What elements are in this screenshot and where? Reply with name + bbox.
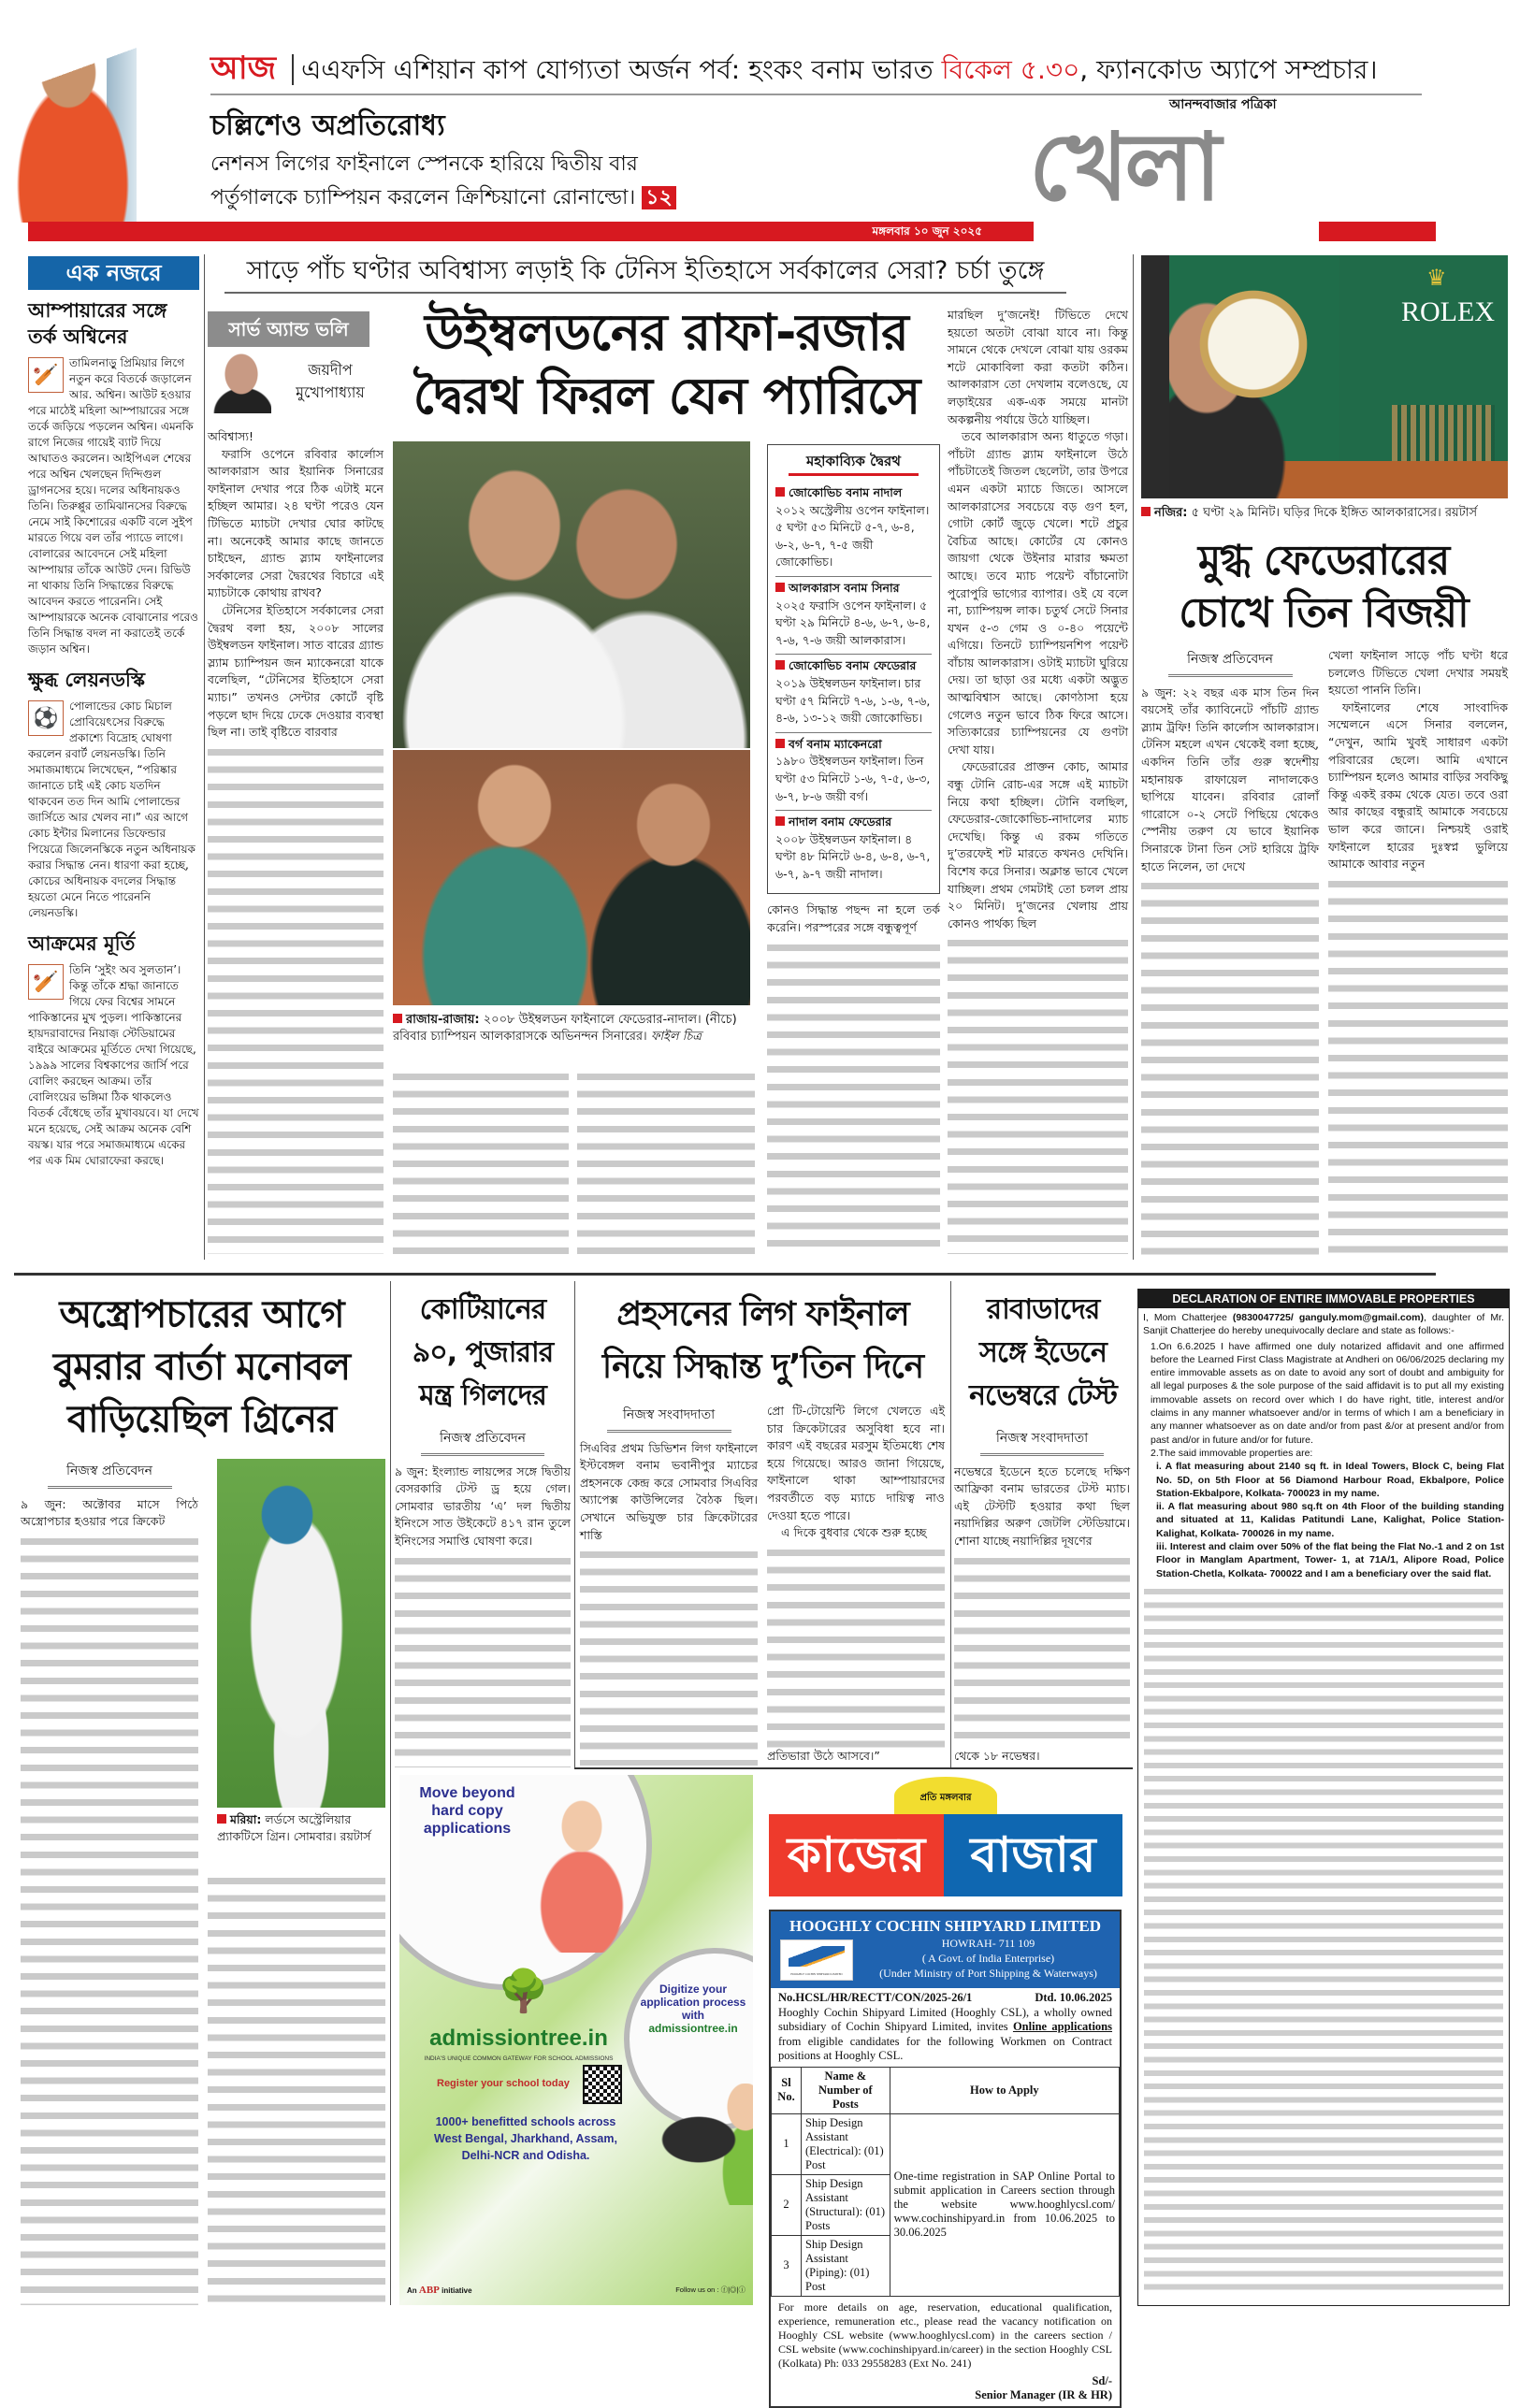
text: One-time registration in SAP Online Portal to submit application in Careers section through the website www.hooghlycsl.com/ www.cochinshipyard.in from 10.06.2025 to 30.06.2025 — [890, 2113, 1119, 2296]
text: 1.On 6.6.2025 I have affirmed one duly notarized affidavit and one affirmed before the Learned First Class Magistrate at Andheri on 06/06/2025 declaring my entire immovable assets as on date to avoid any sort of doubt and ambiguity for all legal purposes & the sole purpose of the said affidavit is to put all my existing immovable assets on record over which I do have right, title, interest and/or claims in any manner whatsoever and/or in terms of which I am a beneficiary in any manner whatsoever as on date and/or from past &/or at present and/or from past and/or in future and/or for future. — [1151, 1340, 1504, 1446]
text: HOOGHLY COCHIN SHIPYARD LIMITED — [790, 1972, 843, 1976]
text: বাড়িয়েছিল গ্রিনের — [66, 1398, 337, 1441]
at-a-glance-column — [28, 297, 199, 1255]
continued-text — [767, 1544, 945, 1749]
text: নিয়ে সিদ্ধান্ত দু’তিন দিনে — [601, 1348, 924, 1386]
text: নভেম্বরে টেস্ট — [969, 1379, 1117, 1412]
text: থেকে ১৮ নভেম্বর। — [954, 1749, 1040, 1764]
text: Sd/- — [1092, 2373, 1112, 2387]
column-rule — [574, 1281, 575, 1767]
issue-date: মঙ্গলবার ১০ জুন ২০২৫ — [872, 224, 982, 238]
text: admissiontree.in — [648, 2022, 738, 2035]
lead-body-col-5 — [948, 307, 1128, 1254]
text: ৫ ঘণ্টা ২৯ মিনিট। ঘড়ির দিকে ইঙ্গিত আলকারাসের। রয়টার্স — [1187, 506, 1478, 520]
sidebar-item — [775, 482, 932, 577]
byline: নিজস্ব প্রতিবেদন — [48, 1463, 172, 1489]
text: জয়দীপ — [308, 361, 353, 379]
lead-headline[interactable] — [398, 301, 935, 428]
sidebar-title: মহাকাব্যিক দ্বৈরথ — [789, 451, 919, 476]
teaser-line-2: পর্তুগালকে চ্যাম্পিয়ন করলেন ক্রিশ্চিয়ানো রোনাল্ডো। — [210, 186, 636, 209]
kotian-body — [395, 1426, 571, 1767]
text: রাজায়-রাজায়: — [406, 1013, 480, 1027]
text: 1000+ benefitted schools across West Bengal, Jharkhand, Assam, Delhi-NCR and Odisha. — [434, 2115, 617, 2162]
glance-headline: ক্ষুব্ধ লেয়নডস্কি — [28, 669, 146, 691]
text: আলকারাস বনাম সিনার — [789, 580, 900, 595]
glance-body: তামিলনাড়ু প্রিমিয়ার লিগে নতুন করে বিতর্কে জড়ালেন আর. অশ্বিন। আউট হওয়ার পরে মাঠেই মহিলা আম্পায়ারের সঙ্গে তর্কে জড়িয়ে পড়লেন অশ্বিন। এমনকি রাগে নিজের গায়েই ব্যাট দিয়ে আঘাতও করলেন। আইপিএল শেষের পরে অশ্বিন খেলছেন দিন্দিগুল ড্রাগনসের হয়ে। দলের অধিনায়কও তিনি। তিরুপ্পুর তামিঝানসের বিরুদ্ধে নেমে সাই কিশোরের একটি বলে সুইপ মারতে গিয়ে বল তাঁর প্যাডে লাগে। বোলারের আবেদনে সেই মহিলা আম্পায়ার তাঁকে আউট দেন। রিভিউ না থাকায় তিনি সিদ্ধান্তের বিরুদ্ধে আবেদন করতে পারেননি। সেই আম্পায়ারকে অনেক বোঝানোর পরেও তিনি সিদ্ধান্ত বদল না করাতেই তর্কে জড়ান অশ্বিন। — [28, 356, 199, 656]
block — [775, 816, 785, 826]
league-headline[interactable] — [578, 1289, 948, 1393]
text: 2.The said immovable properties are: — [1151, 1447, 1313, 1459]
text: মরিয়া: — [230, 1812, 262, 1826]
text: জোকোভিচ বনাম নাদাল — [789, 485, 903, 499]
hcsl-date: Dtd. 10.06.2025 — [1035, 1991, 1112, 2004]
ronaldo-trophy-photo — [17, 45, 166, 223]
block — [217, 1814, 226, 1824]
alcaraz-clock-photo — [1141, 255, 1508, 498]
text: জোকোভিচ বনাম ফেডেরার — [789, 658, 917, 673]
text: ২০০৮ উইম্বলডন ফাইনাল। ৪ ঘণ্টা ৪৮ মিনিটে ৬-৪, ৬-৪, ৬-৭, ৬-৭, ৯-৭ জয়ী নাদাল। — [775, 831, 931, 881]
lead-photo-caption — [393, 1012, 758, 1045]
teaser[interactable] — [210, 105, 809, 215]
instagram-icon: ◎ — [730, 2285, 737, 2294]
text: ২০২৫ ফরাসি ওপেন ফাইনাল। ৫ ঘণ্টা ২৯ মিনিটে ৪-৬, ৬-৭, ৬-৪, ৭-৬, ৭-৬ জয়ী আলকারাস। — [775, 598, 931, 647]
text: ১৯৮০ উইম্বলডন ফাইনাল। তিন ঘণ্টা ৫৩ মিনিটে ১-৬, ৭-৫, ৬-৩, ৬-৭, ৮-৬ জয়ী বর্গ। — [775, 754, 931, 803]
rolex-crown-icon: ♛ — [1426, 265, 1447, 291]
rabada-headline[interactable] — [954, 1289, 1132, 1418]
block — [772, 2067, 1120, 2113]
caption-marker-icon — [1141, 507, 1151, 516]
byline: নিজস্ব সংবাদদাতা — [980, 1430, 1104, 1456]
byline: নিজস্ব সংবাদদাতা — [607, 1406, 731, 1433]
glance-body: তিনি ‘সুইং অব সুলতান’। কিন্তু তাঁকে শ্রদ্ধা জানাতে গিয়ে ফের বিশ্বের সামনে পাকিস্তানের মুখ পুড়ল। পাকিস্তানের হায়দরাবাদের নিয়াজ় স্টেডিয়ামের বাইরে আক্রমের মূর্তিতে দেখা গিয়েছে, ১৯৯৯ সালের বিশ্বকাপের জার্সি পরে বোলিং করছেন আক্রম। তাঁর বোলিংয়ের ভঙ্গিমা ঠিক থাকলেও বিতর্ক বেঁধেছে তাঁর মুখাবয়বে। যা দেখে মনে হয়েছে, সেই আক্রম অনেক বেশি বয়স্ক। যার পরে সমাজমাধ্যমে একের পর এক মিম ঘোরাফেরা করছে। — [28, 963, 199, 1167]
text: Hooghly Cochin Shipyard Limited (Hooghly CSL), a wholly owned subsidiary of Cochin Shipyard Limited, invites — [778, 2005, 1112, 2033]
byline: নিজস্ব প্রতিবেদন — [1168, 651, 1293, 677]
scoreboard-clock — [1392, 405, 1495, 461]
text: প্রতিভারা উঠে আসবে।” — [767, 1749, 880, 1764]
rabada-body — [954, 1426, 1130, 1766]
block — [775, 583, 785, 592]
teaser-line-2-row — [210, 181, 809, 215]
text: খেলা ফাইনাল সাড়ে পাঁচ ঘণ্টা ধরে চললেও টিভিতে খেলা দেখার সময়ই হয়তো পাননি তিনি। — [1328, 648, 1508, 698]
text: বর্গ বনাম ম্যাকেনরো — [789, 736, 882, 751]
continued-text — [948, 934, 1128, 1254]
text: নভেম্বরে ইডেনে হতে চলেছে দক্ষিণ আফ্রিকা বনাম ভারতের টেস্ট ম্যাচ। এই টেস্টটি হওয়ার কথা ছিল নয়াদিল্লির অরুণ জেটলি স্টেডিয়ামে। শোনা যাচ্ছে নয়াদিল্লির দূষণের — [954, 1464, 1130, 1548]
kajer-word: কাজের — [769, 1814, 944, 1896]
block — [771, 2374, 1120, 2406]
block — [775, 739, 785, 748]
text: মুগ্ধ ফেডেরারের — [1197, 537, 1450, 584]
block — [772, 2113, 1120, 2174]
sidebar-item — [775, 811, 932, 887]
text: Ship Design Assistant (Electrical): (01) Post — [802, 2113, 890, 2174]
text: তবে আলকারাস অন্য ধাতুতে গড়া। পাঁচটা গ্র্যান্ড স্ল্যাম ফাইনালে উঠে পাঁচটাতেই জিতল ছেলেটা, তার উপরে এমন একটা ম্যাচে জিতে। আসলে আলকারাসের সবচেয়ে বড় গুণ হল, গোটা কোর্ট জুড়ে খেলে। শটে প্রচুর বৈচিত্র আছে। কোর্টের যে কোনও জায়গা থেকে উইনার মারার ক্ষমতা আছে। তবে ম্যাচ পয়েন্ট বাঁচানোটা পুরোপুরি ভাগ্যের ব্যাপার। ওই যে বলে না, চ্যাম্পিয়ন্স লাক। চতুর্থ সেটে সিনার যখন ৫-৩ গেম ও ০-৪০ পয়েন্টে এগিয়ে। তিনটে চ্যাম্পিয়নশিপ পয়েন্ট বাঁচায় আলকারাস। ওটাই ম্যাচটা ঘুরিয়ে দেয়। তা ছাড়া ওর মধ্যে একটা অদ্ভুত আত্মবিশ্বাস আছে। কোণঠাসা হয়ে গেলেও নতুন ভাবে ঠিক ফিরে আসে। সত্যিকারের চ্যাম্পিয়নের যে গুণটা দেখা যায়। — [948, 429, 1128, 757]
block — [772, 2067, 1120, 2296]
kotian-headline[interactable] — [393, 1289, 572, 1418]
continued-text — [1141, 877, 1319, 1255]
bazar-word: বাজার — [944, 1814, 1122, 1896]
block — [771, 1911, 1120, 1988]
text: ফরাসি ওপেনে রবিবার কার্লোস আলকারাস আর ইয়ানিক সিনারের ফাইনাল দেখার পরে ঠিক এটাই মনে হচ্ছিল আমার। ২৪ ঘণ্টা পরেও যেন টিভিতে ম্যাচটা দেখার ঘোর কাটছে না। অনেকেই আমার কাছে জানতে চাইছেন, গ্র্যান্ড স্ল্যাম ফাইনালের সর্বকালের সেরা দ্বৈরথের বিচারে এই ম্যাচটাকে কোথায় রাখব? — [208, 446, 384, 600]
qr-code[interactable] — [583, 2065, 622, 2104]
text: প্রহসনের লিগ ফাইনাল — [616, 1295, 909, 1334]
glance-headline: আক্রমের মূর্তি — [28, 932, 136, 955]
kicker-rule — [224, 292, 1066, 294]
block — [775, 660, 785, 670]
continued-text — [395, 1552, 571, 1767]
block — [1143, 1311, 1504, 1338]
text: How to Apply — [890, 2067, 1119, 2113]
glance-item-akram[interactable] — [28, 930, 199, 1169]
declaration-title: DECLARATION OF ENTIRE IMMOVABLE PROPERTIES — [1138, 1290, 1509, 1308]
lead-body-col-2 — [393, 1066, 569, 1254]
text: Digitize your application process with — [640, 1983, 746, 2022]
text: অস্ত্রোপচারের আগে — [59, 1293, 344, 1336]
text: 1 — [772, 2113, 802, 2174]
text: রাবাডাদের — [986, 1293, 1100, 1326]
column-tag: সার্ভ অ্যান্ড ভলি — [208, 311, 369, 347]
lead-sidebar-column — [767, 444, 940, 1254]
text: 3 — [772, 2235, 802, 2296]
glance-item-ashwin[interactable] — [28, 297, 199, 657]
today-rule — [210, 94, 1422, 95]
masthead-parent: আনন্দবাজার পত্রিকা — [1169, 97, 1277, 112]
league-body-col-2 — [767, 1403, 945, 1766]
text: Ship Design Assistant (Structural): (01) Posts — [802, 2174, 890, 2235]
block — [778, 1991, 1112, 2006]
epic-rivalries-sidebar — [767, 444, 940, 894]
text: I, Mom Chatterjee — [1143, 1312, 1233, 1323]
weekly-badge: প্রতি মঙ্গলবার — [894, 1777, 997, 1814]
text: অবিশ্বাস্য! — [208, 429, 254, 443]
glance-body: পোলান্ডের কোচ মিচাল প্রোবিয়েৎসের বিরুদ্ধে প্রকাশ্যে বিদ্রোহ ঘোষণা করলেন রবার্ট লেয়নডস্কি। তিনি সমাজমাধ্যমে লিখেছেন, “পরিষ্কার জানাতে চাই এই কোচ যতদিন থাকবেন তত দিন আমি পোলান্ডের জার্সিতে আর খেলব না।” এর আগে কোচ ইন্টার মিলানের ডিফেন্ডার পিয়েত্রে জিলেনস্কিকে নতুন অধিনায়ক করার সিদ্ধান্ত নেন। ধারণা করা হচ্ছে, কোচের অধিনায়ক বদলের সিদ্ধান্ত হয়তো মেনে নিতে পারেননি লেয়নডস্কি। — [28, 699, 195, 919]
text: ২০০৮ উইম্বলডন ফাইনালে ফেডেরার-নাদাল। (নীচে) রবিবার চ্যাম্পিয়ন আলকারাসকে অভিনন্দন সিনারের। — [393, 1013, 737, 1044]
column-rule — [204, 254, 205, 1260]
continued-text — [767, 939, 940, 1254]
text: Name & Number of Posts — [802, 2067, 890, 2113]
rolex-sign: ROLEX — [1401, 296, 1495, 327]
lead-body-col-1 — [208, 428, 384, 1254]
column-rule — [1133, 254, 1134, 1260]
tree-logo-icon: 🌳 — [498, 1968, 549, 2014]
continued-text — [1328, 875, 1508, 1255]
text: মারছিল দু’জনেই! টিভিতে দেখে হয়তো অতটা বোঝা যাবে না। কিন্তু সামনে থেকে দেখলে বোঝা যায় ওরকম শটে মোকাবিলা করা কতটা কঠিন। আলকারাস তো দেখলাম বলেওছে, যে লড়াইয়ের এক-এক সময়ে মানটা অকল্পনীয় পর্যায়ে উঠে যাচ্ছিল। — [948, 308, 1128, 426]
kajer-bazar-logo[interactable] — [769, 1777, 1122, 1898]
hcsl-ref: No.HCSL/HR/RECTT/CON/2025-26/1 — [778, 1991, 973, 2004]
batsman-icon: 🏏 — [28, 357, 64, 393]
sidebar-item — [775, 733, 932, 811]
text: ফাইনালের শেষে সাংবাদিক সম্মেলনে এসে সিনার বললেন, “দেখুন, আমি খুবই সাধারণ একটা পরিবারের ছেলে। আমি এখানে চ্যাম্পিয়ন হলেও আমার বাড়ির সবকিছু কিন্তু একই রকম থেকে যেত। তবে ওরা আর কাছের বন্ধুরাই আমাকে সবচেয়ে ভাল করে জানে। নিশ্চয়ই ওরাই ফাইনালে হারের দুঃস্বপ্ন ভুলিয়ে আমাকে আবার নতুন — [1328, 699, 1508, 872]
text: (Under Ministry of Port Shipping & Waterways) — [879, 1967, 1097, 1980]
today-time: বিকেল ৫.৩০ — [941, 54, 1080, 85]
text: ফেডেরারের প্রাক্তন কোচ, আমার বন্ধু টোনি রোচ-এর সঙ্গে এই ম্যাচটা নিয়ে কথা হচ্ছিল। টোনি বলছিল, ফেডেরার-জোকোভিচ-নাদালের ম্যাচ দেখেছি। কিন্তু এ রকম গতিতে দু’তরফেই শট মারতে কখনও দেখিনি। বিশেষ করে সিনার। অক্লান্ত ভাবে খেলে যাচ্ছিল। প্রথম গেমটাই তো চলল প্রায় ২০ মিনিট। দু’জনের খেলায় প্রায় কোনও পার্থক্য ছিল — [948, 759, 1128, 930]
green-photo-caption — [217, 1811, 385, 1845]
at-a-glance-header: এক নজরে — [28, 256, 199, 290]
text: ABP — [418, 2285, 440, 2296]
header-red-bar-right — [1319, 222, 1436, 241]
story-box-bottom — [574, 1767, 1133, 1769]
green-body-col-1 — [21, 1459, 198, 2305]
social-links[interactable]: Follow us on : ⓕ|◎|ⓘ — [675, 2285, 746, 2294]
text: Move beyond hard copy applications — [419, 1785, 515, 1837]
today-banner — [210, 47, 1422, 90]
author-photo — [213, 352, 271, 413]
continued-text — [21, 1533, 198, 2305]
text: Register your school today — [437, 2078, 570, 2089]
text: iii. Interest and claim over 50% of the flat being the Flat No.-1 and 2 on 1st Floor in Manglam Apartment, Tower- 1, at 71A/1, Alipore Road, Police Station-Chetla, Kolkata- 700022 and I am a beneficiary over the said flat. — [1156, 1541, 1504, 1579]
facebook-icon: ⓕ — [720, 2285, 729, 2294]
text: initiative — [439, 2286, 472, 2295]
hcsl-logo — [780, 1939, 853, 1981]
text: সঙ্গে ইডেনে — [979, 1336, 1107, 1369]
text: , daughter of Mr. Sanjit Chatterjee do hereby unequivocally declare and state as follows:- — [1143, 1312, 1504, 1337]
continued-text — [1144, 1585, 1503, 2298]
federer-nadal-photo — [393, 441, 750, 748]
federer-body-col-1 — [1141, 647, 1319, 1255]
woman-paperwork-illustration — [530, 1794, 633, 1953]
block — [1138, 1308, 1509, 1583]
today-text: এএফসি এশিয়ান কাপ যোগ্যতা অর্জন পর্ব: হংকং বনাম ভারত — [300, 54, 942, 85]
caption-marker-icon — [393, 1014, 402, 1023]
federer-headline[interactable] — [1136, 535, 1511, 640]
byline: নিজস্ব প্রতিবেদন — [421, 1430, 544, 1456]
hcsl-posts-table — [771, 2067, 1120, 2297]
block — [789, 1946, 845, 1967]
declaration-ad[interactable] — [1137, 1289, 1510, 2306]
sinner-alcaraz-photo — [393, 750, 750, 1005]
federer-photo-caption — [1141, 505, 1511, 522]
lead-kicker: সাড়ে পাঁচ ঘণ্টার অবিশ্বাস্য লড়াই কি টেনিস ইতিহাসে সর্বকালের সেরা? চর্চা তুঙ্গে — [246, 256, 1045, 285]
bowler-icon: 🏏 — [28, 964, 64, 1000]
text: ৯ জুন: ইংল্যান্ড লায়ন্সের সঙ্গে দ্বিতীয় বেসরকারি টেস্ট ড্র হয়ে গেল। সোমবার ভারতীয় ‘এ’ দল দ্বিতীয় ইনিংসে সাত উইকেটে ৪১৭ রান তুলে ইনিংসের সমাপ্তি ঘোষণা করে। — [395, 1464, 571, 1548]
text: 2 — [772, 2174, 802, 2235]
continued-text — [393, 1068, 569, 1254]
continued-text — [208, 1872, 385, 2305]
text: Follow us on : — [675, 2285, 719, 2294]
lead-headline-line-2: দ্বৈরথ ফিরল যেন প্যারিসে — [413, 367, 920, 425]
continued-text — [580, 1546, 758, 1766]
text: ( A Govt. of India Enterprise) — [921, 1952, 1055, 1965]
lead-headline-line-1: উইম্বলডনের রাফা-রজার — [425, 303, 908, 362]
continued-text — [954, 1552, 1130, 1749]
block — [862, 1936, 1114, 1981]
text: ৯ জুন: অক্টোবর মাসে পিঠে অস্ত্রোপচার হওয়ার পরে ক্রিকেট — [21, 1496, 198, 1529]
text: HOWRAH- 711 109 — [941, 1937, 1035, 1950]
section-rule — [14, 1273, 1436, 1276]
text: Sl No. — [772, 2067, 802, 2113]
text: চোখে তিন বিজয়ী — [1179, 589, 1469, 637]
divider — [292, 54, 294, 85]
sidebar-item — [775, 655, 932, 732]
league-body-col-1 — [580, 1403, 758, 1766]
text: এ দিকে বুধবার থেকে শুরু হচ্ছে — [781, 1525, 927, 1540]
linkedin-icon: ⓘ — [738, 2285, 746, 2294]
footballer-icon: ⚽ — [28, 700, 64, 736]
text: ৯০, পুজারার — [412, 1336, 554, 1369]
block — [775, 487, 785, 497]
text: Senior Manager (IR & HR) — [975, 2387, 1112, 2401]
text: admissiontree.in — [429, 2026, 608, 2051]
teaser-page-badge[interactable]: ১২ — [642, 186, 676, 209]
glance-headline: আম্পায়ারের সঙ্গে তর্ক অশ্বিনের — [28, 299, 167, 348]
text: (9830047725/ ganguly.mom@gmail.com) — [1232, 1312, 1424, 1323]
text: নাদাল বনাম ফেডেরার — [789, 815, 892, 829]
text: কোটিয়ানের — [419, 1293, 546, 1326]
text: INDIA'S UNIQUE COMMON GATEWAY FOR SCHOOL ADMISSIONS — [424, 2055, 614, 2062]
text: ২০১৯ উইম্বলডন ফাইনাল। চার ঘণ্টা ৫৭ মিনিটে ৭-৬, ১-৬, ৭-৬, ৪-৬, ১৩-১২ জয়ী জোকোভিচ। — [775, 675, 931, 726]
text: সিএবির প্রথম ডিভিশন লিগ ফাইনালে ইস্টবেঙ্গল বনাম ভবানীপুর ম্যাচের প্রহসনকে কেন্দ্র করে সোমবার সিএবির অ্যাপেক্স কাউন্সিলের বৈঠক ছিল। সেখানে অভিযুক্ত চার ক্রিকেটারের শাস্তি — [580, 1440, 758, 1542]
today-tail: , ফ্যানকোড অ্যাপে সম্প্রচার। — [1079, 54, 1378, 85]
column-rule — [390, 1281, 391, 2305]
text: ৯ জুন: ২২ বছর এক মাস তিন দিন বয়সেই তাঁর ক্যাবিনেটে পাঁচটি গ্র্যান্ড স্ল্যাম ট্রফি! তিনি কার্লোস আলকারাস। টেনিস মহলে এখন থেকেই বলা হচ্ছে, একদিন তিনি তাঁর গুরু স্বদেশীয় মহানায়ক রাফায়েল নাদালকেও ছাপিয়ে যাবেন। রবিবার রোলাঁ গারোসে ০-২ সেটে পিছিয়ে থেকেও স্পেনীয় তরুণ যে ভাবে ইয়ানিক সিনারকে টানা তিন সেট হারিয়ে ট্রফি হাতে নিলেন, তা দেখে — [1141, 685, 1319, 873]
woman-laptop-illustration — [661, 2084, 753, 2205]
block — [771, 1988, 1120, 2067]
text: i. A flat measuring about 2140 sq ft. in Ideal Towers, Block C, being Flat No. 5D, on 5th Floor at 56 Diamond Harbour Road, Ekbalpore, Police Station-Ekbalpore, Kolkata- 700023 in my name. — [1156, 1461, 1504, 1499]
block — [638, 1983, 748, 2035]
text: মুখোপাধ্যায় — [296, 383, 365, 401]
block — [778, 2006, 1112, 2064]
hcsl-ad[interactable] — [769, 1910, 1122, 2408]
block — [407, 2285, 472, 2296]
teaser-line-1: নেশনস লিগের ফাইনালে স্পেনকে হারিয়ে দ্বিতীয় বার — [210, 152, 638, 176]
today-label: আজ — [210, 50, 277, 87]
continued-text — [577, 1068, 755, 1254]
text: For more details on age, reservation, educational qualification, experience, remuneration etc., please read the vacancy notification on Hooghly CSL website (www.hooghlycsl.com) in the careers section / CSL website (www.cochinshipyard.in/career) in the section Hooghly CSL (Kolkata) Ph: 033 29558283 (Ext No. 241) — [778, 2300, 1112, 2370]
text: ফাইল চিত্র — [650, 1030, 702, 1044]
text: An — [407, 2286, 419, 2295]
text: from eligible candidates for the following Workmen on Contract positions at Hooghly CSL. — [778, 2034, 1112, 2062]
continued-text — [208, 743, 384, 1254]
text: মন্ত্র গিলদের — [419, 1379, 546, 1412]
text: ২০১২ অস্ট্রেলীয় ওপেন ফাইনাল। ৫ ঘণ্টা ৫৩ মিনিটে ৫-৭, ৬-৪, ৬-২, ৬-৭, ৭-৫ জয়ী জোকোভিচ। — [775, 502, 930, 570]
text: নজির: — [1154, 506, 1188, 520]
text: প্রো টি-টোয়েন্টি লিগে খেলতে এই চার ক্রিকেটারের অসুবিধা হবে না। কারণ এই বছরের মরসুম ইতিমধ্যে শেষ হয়ে গিয়েছে। আরও জানা গিয়েছে, ফাইনালে থাকা আম্পায়ারদের পরবর্তীতে বড় ম্যাচে দায়িত্ব নাও দেওয়া হতে পারে। — [767, 1404, 945, 1522]
text: ii. A flat measuring about 980 sq.ft on 4th Floor of the building standing and situated at 11, Kalidas Patitundi Lane, Kalighat, Police Station- Kalighat, Kolkata- 700026 in my name. — [1156, 1501, 1504, 1539]
column-rule — [950, 1281, 951, 1767]
text: বুমরার বার্তা মনোবল — [52, 1346, 351, 1389]
text: Online applications — [1012, 2020, 1112, 2033]
text: লর্ডসে অস্ট্রেলিয়ার প্র্যাকটিসে গ্রিন। সোমবার। রয়টার্স — [217, 1812, 371, 1843]
masthead-logo[interactable]: খেলা — [1029, 112, 1218, 222]
teaser-title: চল্লিশেও অপ্রতিরোধ্য — [210, 109, 445, 142]
hcsl-name: HOOGHLY COCHIN SHIPYARD LIMITED — [789, 1917, 1101, 1935]
author-name — [279, 359, 382, 404]
glance-item-lewandowski[interactable] — [28, 667, 199, 921]
text: Ship Design Assistant (Piping): (01) Post — [802, 2235, 890, 2296]
admissiontree-ad[interactable] — [399, 1775, 753, 2305]
green-body-col-2 — [208, 1870, 385, 2305]
lead-body-col-3 — [577, 1066, 755, 1254]
federer-body-col-2 — [1328, 647, 1508, 1255]
lead-body-col-4: কোনও সিদ্ধান্ত পছন্দ না হলে তর্ক করেনি। পরস্পরের সঙ্গে বন্ধুত্বপূর্ণ — [767, 902, 940, 935]
sidebar-item — [775, 577, 932, 655]
green-practice-photo — [217, 1459, 385, 1808]
green-headline[interactable] — [17, 1289, 386, 1446]
text: টেনিসের ইতিহাসে সর্বকালের সেরা দ্বৈরথ বলা হয়, ২০০৮ সালের উইম্বলডন ফাইনাল। সাত বারের গ্র্যান্ড স্ল্যাম চ্যাম্পিয়ন জন ম্যাকেনরো যাকে বলেছিল, “টেনিসের ইতিহাসে সেরা ম্যাচ।” তখনও সেন্টার কোর্টে বৃষ্টি পড়লে ছাদ দিয়ে ঢেকে দেওয়ার ব্যবস্থা ছিল না। তাই বৃষ্টিতে বারবার — [208, 602, 384, 740]
